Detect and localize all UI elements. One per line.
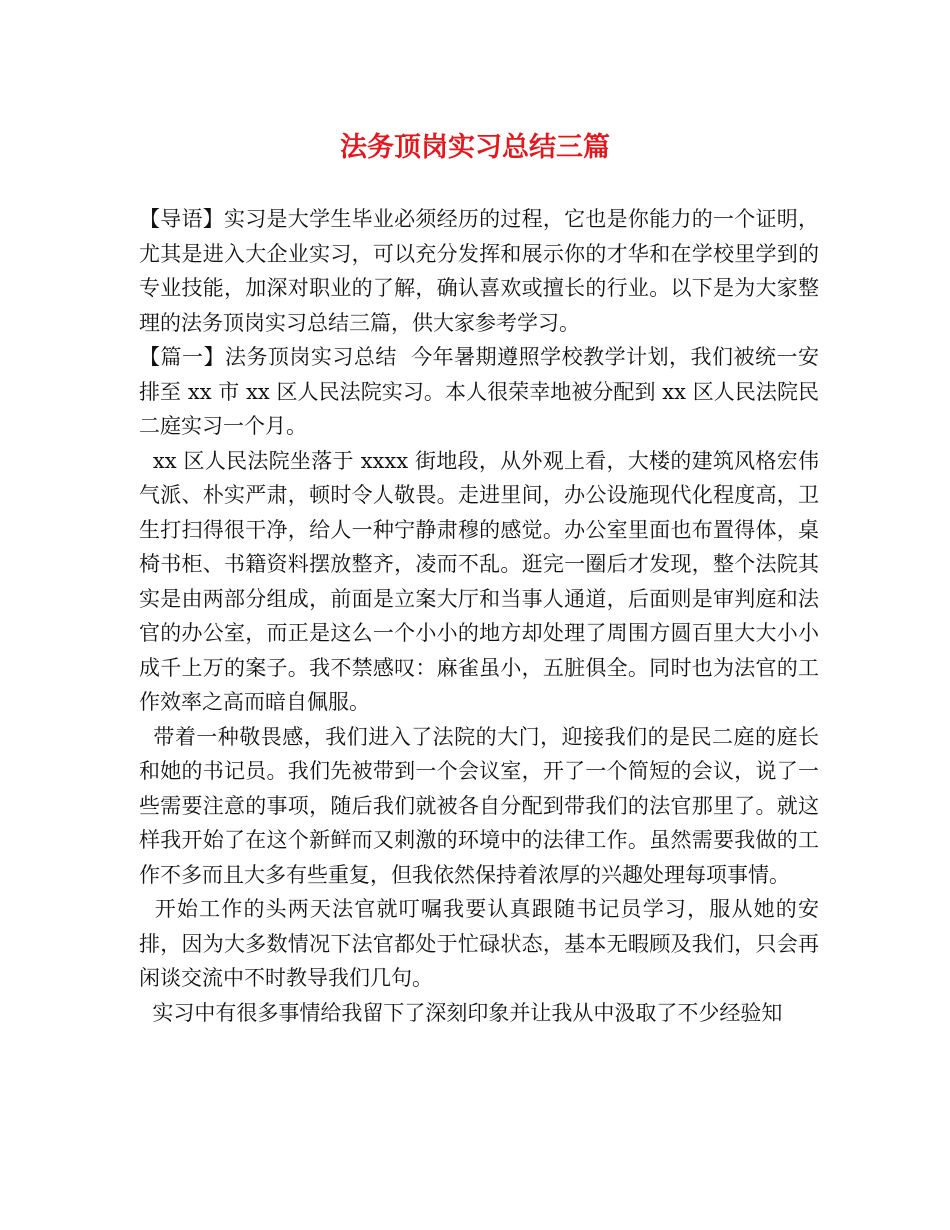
paragraph-arrival: 带着一种敬畏感，我们进入了法院的大门，迎接我们的是民二庭的庭长和她的书记员。我们先被带到一个会议室，开了一个简短的会议，说了一些需要注意的事项，随后我们就被各自分配到带我们的法官那里了。就这样我开始了在这个新鲜而又刺激的环境中的法律工作。虽然需要我做的工作不多而且大多有些重复，但我依然保持着浓厚的兴趣处理每项事情。 <box>139 724 819 887</box>
paragraph-first-days: 开始工作的头两天法官就叮嘱我要认真跟随书记员学习，服从她的安排，因为大多数情况下法官都处于忙碌状态，基本无暇顾及我们，只会再闲谈交流中不时教导我们几句。 <box>139 897 819 990</box>
paragraph-impressions: 实习中有很多事情给我留下了深刻印象并让我从中汲取了不少经验知 <box>139 1000 783 1025</box>
document-body <box>139 202 819 1030</box>
paragraph-court-description: xx 区人民法院坐落于 xxxx 街地段，从外观上看，大楼的建筑风格宏伟气派、朴实严肃，顿时令人敬畏。走进里间，办公设施现代化程度高，卫生打扫得很干净，给人一种宁静肃穆的感觉。办公室里面也布置得体，桌椅书柜、书籍资料摆放整齐，凌而不乱。逛完一圈后才发现，整个法院其实是由两部分组成，前面是立案大厅和当事人通道，后面则是审判庭和法官的办公室，而正是这么一个小小的地方却处理了周围方圆百里大大小小成千上万的案子。我不禁感叹：麻雀虽小，五脏俱全。同时也为法官的工作效率之高而暗自佩服。 <box>139 448 819 714</box>
document-title: 法务顶岗实习总结三篇 <box>340 132 610 163</box>
paragraph-intro: 【导语】实习是大学生毕业必须经历的过程，它也是你能力的一个证明，尤其是进入大企业实习，可以充分发挥和展示你的才华和在学校里学到的专业技能，加深对职业的了解，确认喜欢或擅长的行业。以下是为大家整理的法务顶岗实习总结三篇，供大家参考学习。 <box>139 207 819 335</box>
paragraph-part-one: 【篇一】法务顶岗实习总结 今年暑期遵照学校教学计划，我们被统一安排至 xx 市 xx 区人民法院实习。本人很荣幸地被分配到 xx 区人民法院民二庭实习一个月。 <box>139 345 819 438</box>
